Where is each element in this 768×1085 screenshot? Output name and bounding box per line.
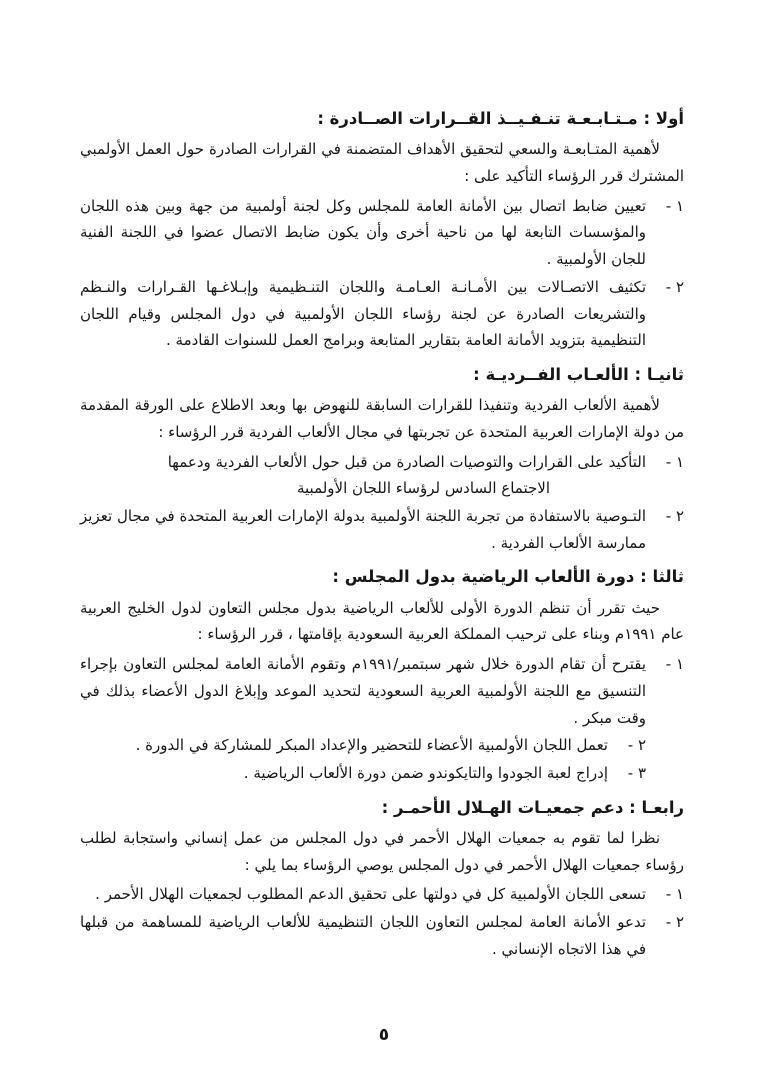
- list-item: [80, 760, 684, 787]
- section-follow-up-decisions: [80, 106, 684, 354]
- item-number: ١ -: [665, 885, 684, 904]
- list-item: [80, 909, 684, 962]
- list-item: [80, 503, 684, 556]
- item-text: تعيين ضابط اتصال بين الأمانة العامة للمجلس وكل لجنة أولمبية من جهة وبين هذه اللجان والمؤسسات التابعة لها من ناحية أخرى وأن يكون ضابط الاتصال عضوا في اللجنة الفنية للجان الأولمبية .: [80, 196, 646, 269]
- section-red-crescent-support: [80, 795, 684, 963]
- item-number: ١ -: [665, 655, 684, 674]
- item-number: ٢ -: [665, 507, 684, 526]
- section-heading: ثالثا : دورة الألعاب الرياضية بدول المجلس :: [332, 567, 684, 587]
- section-intro: لأهمية الألعاب الفردية وتنفيذا للقرارات السابقة للنهوض بها وبعد الاطلاع على الورقة المقدمة من دولة الإمارات العربية المتحدة عن تجربتها في مجال الألعاب الفردية قرر الرؤساء :: [80, 396, 684, 441]
- list-item: [80, 881, 684, 908]
- item-text: تعمل اللجان الأولمبية الأعضاء للتحضير والإعداد المبكر للمشاركة في الدورة .: [135, 736, 608, 755]
- item-number: ٢ -: [665, 277, 684, 296]
- item-text: يقترح أن تقام الدورة خلال شهر سبتمبر/١٩٩١م وتقوم الأمانة العامة لمجلس التعاون بإجراء التنسيق مع اللجنة الأولمبية العربية السعودية لتحديد الموعد وإبلاغ الدول الأعضاء بذلك في وقت مبكر .: [80, 655, 646, 727]
- item-text-subline: الاجتماع السادس لرؤساء اللجان الأولمبية: [296, 479, 550, 498]
- list-item: [80, 732, 684, 759]
- item-text: تكثيف الاتصـالات بين الأمـانـة العـامـة واللجان التنـظيمية وإبـلاغـها القـرارات والنـظم والتشريعات الصادرة عن لجنة رؤساء اللجان الأولمبية في دول المجلس وقيام اللجان التنظيمية بتزويد الأمانة العامة بتقارير المتابعة وبرامج العمل للسنوات القادمة .: [80, 277, 646, 350]
- item-text-main: التأكيد على القرارات والتوصيات الصادرة من قبل حول الألعاب الفردية ودعمها: [167, 452, 646, 471]
- item-number: ٢ -: [665, 913, 684, 932]
- section-heading: أولا : مـتـابـعـة تنـفـيــذ القــرارات الصــادرة :: [317, 109, 684, 128]
- section-intro: نظرا لما تقوم به جمعيات الهلال الأحمر في دول المجلس من عمل إنساني واستجابة لطلب رؤساء جمعيات الهلال الأحمر في دول المجلس يوصي الرؤساء بما يلي :: [80, 829, 684, 874]
- item-number: ١ -: [665, 196, 684, 215]
- list-item: [80, 651, 684, 731]
- section-heading: ثانيـا : الألعـاب الفــرديـة :: [473, 364, 684, 384]
- item-text: تدعو الأمانة العامة لمجلس التعاون اللجان التنظيمية للألعاب الرياضية للمساهمة من قبلها في هذا الاتجاه الإنساني .: [80, 913, 646, 958]
- section-intro: لأهمية المتـابعـة والسعي لتحقيق الأهداف المتضمنة في القرارات الصادرة حول العمل الأولمبي المشترك قرر الرؤساء التأكيد على :: [80, 140, 684, 186]
- item-number: ٢ -: [627, 736, 646, 755]
- list-item: [80, 193, 684, 273]
- item-text: إدراج لعبة الجودوا والتايكوندو ضمن دورة الألعاب الرياضية .: [243, 763, 608, 782]
- item-text: تسعى اللجان الأولمبية كل في دولتها على تحقيق الدعم المطلوب لجمعيات الهلال الأحمر .: [95, 885, 646, 904]
- item-text: التـوصية بالاستفادة من تجربة اللجنة الأولمبية بدولة الإمارات العربية المتحدة في مجال تعزيز ممارسة الألعاب الفردية .: [80, 507, 646, 552]
- item-text: [80, 449, 646, 502]
- section-heading: رابعـا : دعم جمعيـات الهـلال الأحمـر :: [381, 797, 684, 817]
- item-number: ١ -: [665, 452, 684, 471]
- item-number: ٣ -: [627, 763, 646, 782]
- list-item: [80, 449, 684, 502]
- section-individual-games: [80, 362, 684, 557]
- list-item: [80, 274, 684, 354]
- section-intro: حيث تقرر أن تنظم الدورة الأولى للألعاب الرياضية بدول مجلس التعاون لدول الخليج العربية عام ١٩٩١م وبناء على ترحيب المملكة العربية السعودية بإقامتها ، قرر الرؤساء :: [80, 598, 684, 644]
- section-sports-tournament: [80, 564, 684, 786]
- page-number: ٥: [378, 1025, 390, 1045]
